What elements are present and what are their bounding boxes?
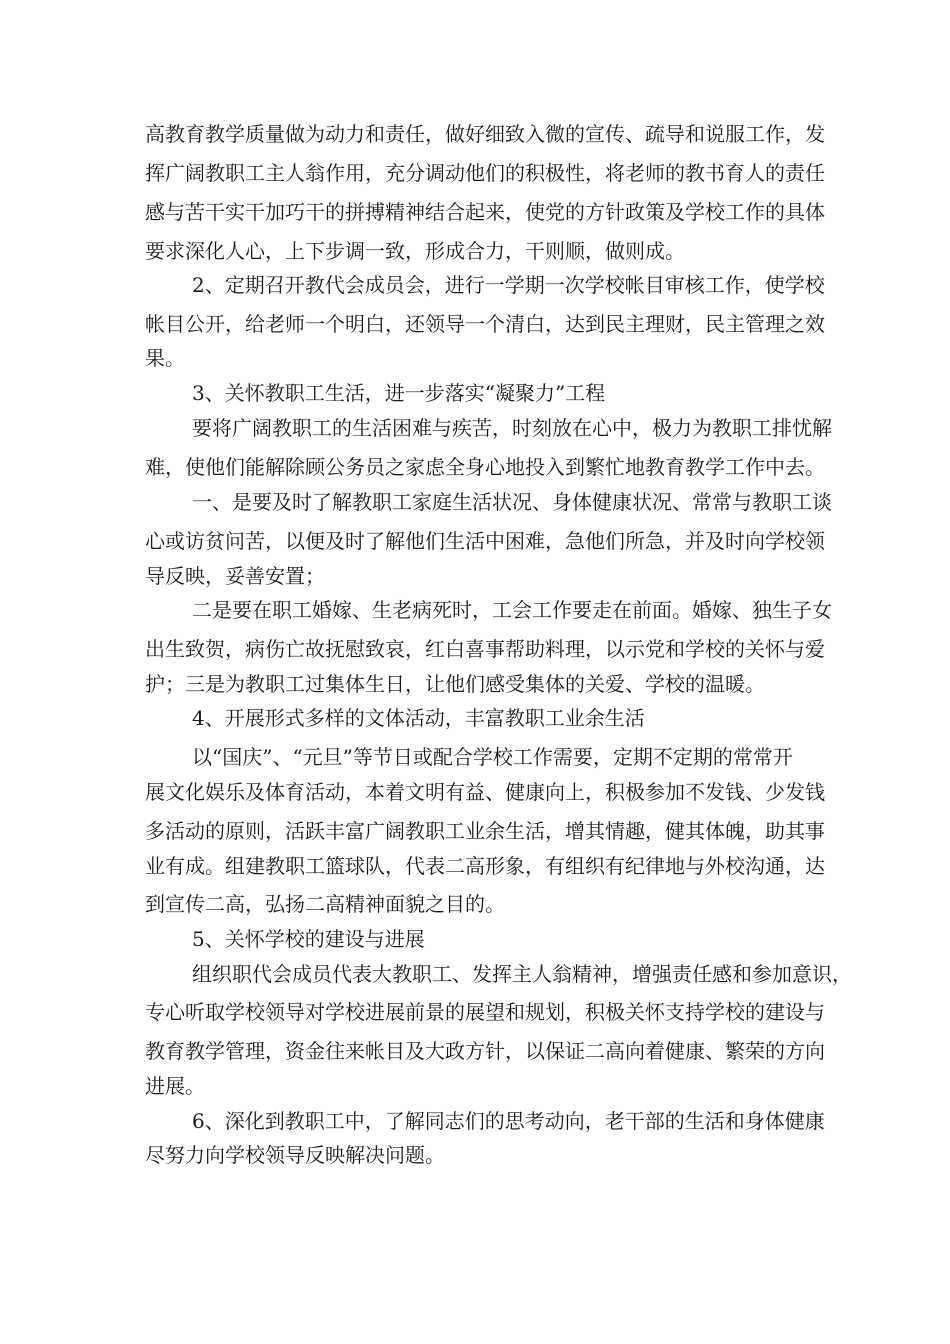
text-line: 难，使他们能解除顾公务员之家虑全身心地投入到繁忙地教育教学工作中去。 (145, 455, 825, 479)
text-line: 6、深化到教职工中，了解同志们的思考动向，老干部的生活和身体健康 (192, 1109, 825, 1133)
text-line: 二是要在职工婚嫁、生老病死时，工会工作要走在前面。婚嫁、独生子女 (192, 598, 832, 622)
text-line: 要将广阔教职工的生活困难与疾苦，时刻放在心中，极力为教职工排忧解 (192, 416, 832, 440)
text-line: 挥广阔教职工主人翁作用，充分调动他们的积极性，将老师的教书育人的责任 (145, 161, 825, 185)
text-line: 以“国庆”、“元旦”等节日或配合学校工作需要，定期不定期的常常开 (192, 745, 793, 769)
text-line: 帐目公开，给老师一个明白，还领导一个清白，达到民主理财，民主管理之效 (145, 312, 825, 336)
text-line: 组织职代会成员代表大教职工、发挥主人翁精神，增强责任感和参加意识， (192, 962, 852, 986)
text-line: 4、开展形式多样的文体活动，丰富教职工业余生活 (192, 706, 645, 730)
text-line: 感与苦干实干加巧干的拼搏精神结合起来，使党的方针政策及学校工作的具体 (145, 200, 825, 224)
text-line: 护；三是为教职工过集体生日，让他们感受集体的关爱、学校的温暖。 (145, 672, 765, 696)
text-line: 业有成。组建教职工篮球队，代表二高形象，有组织有纪律地与外校沟通，达 (145, 854, 825, 878)
text-line: 出生致贺，病伤亡故抚慰致哀，红白喜事帮助料理，以示党和学校的关怀与爱 (145, 637, 825, 661)
text-line: 展文化娱乐及体育活动，本着文明有益、健康向上，积极参加不发钱、少发钱 (145, 780, 825, 804)
text-line: 到宣传二高，弘扬二高精神面貌之目的。 (145, 892, 505, 916)
text-line: 导反映，妥善安置； (145, 564, 325, 588)
text-line: 教育教学管理，资金往来帐目及大政方针，以保证二高向着健康、繁荣的方向 (145, 1039, 825, 1063)
text-line: 要求深化人心，上下步调一致，形成合力，干则顺，做则成。 (145, 239, 685, 263)
text-line: 高教育教学质量做为动力和责任，做好细致入微的宣传、疏导和说服工作，发 (145, 122, 825, 146)
text-line: 进展。 (145, 1074, 205, 1098)
text-line: 3、关怀教职工生活，进一步落实“凝聚力”工程 (192, 381, 606, 405)
text-line: 5、关怀学校的建设与进展 (192, 927, 425, 951)
text-line: 一、是要及时了解教职工家庭生活状况、身体健康状况、常常与教职工谈 (192, 490, 832, 514)
text-line: 多活动的原则，活跃丰富广阔教职工业余生活，增其情趣，健其体魄，助其事 (145, 819, 825, 843)
text-line: 果。 (145, 346, 185, 370)
text-line: 心或访贫问苦，以便及时了解他们生活中困难，急他们所急，并及时向学校领 (145, 529, 825, 553)
text-line: 2、定期召开教代会成员会，进行一学期一次学校帐目审核工作，使学校 (192, 273, 825, 297)
text-line: 专心听取学校领导对学校进展前景的展望和规划，积极关怀支持学校的建设与 (145, 1000, 825, 1024)
text-line: 尽努力向学校领导反映解决问题。 (145, 1143, 445, 1167)
